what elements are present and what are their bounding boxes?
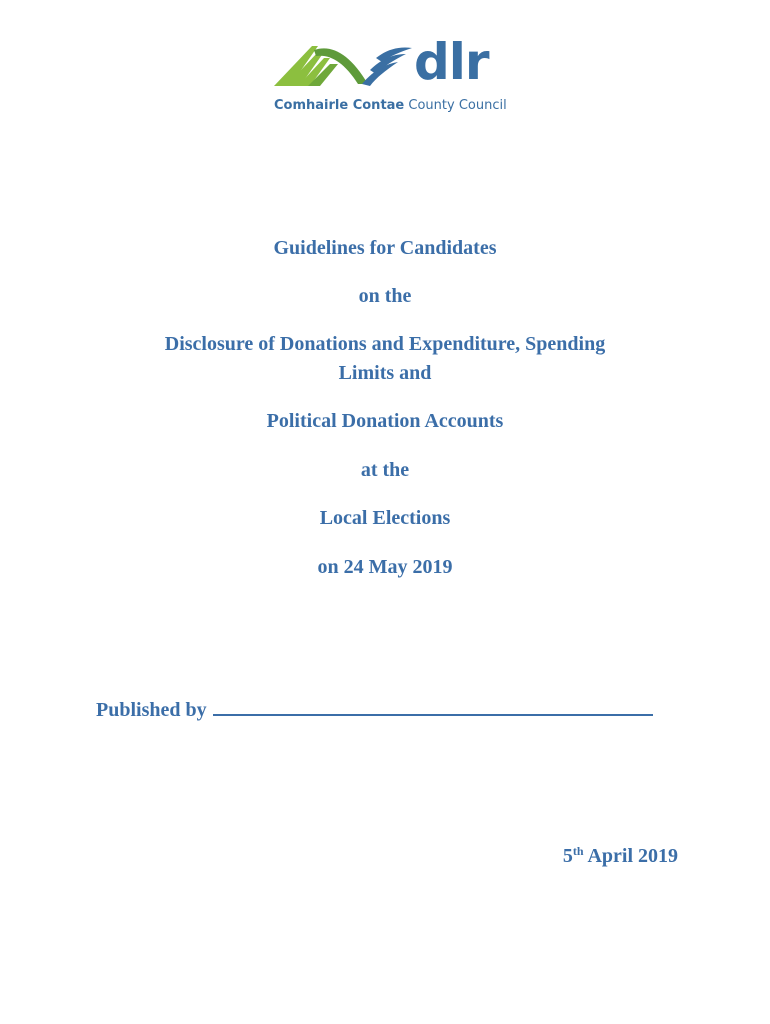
date-day: 5 <box>562 845 573 867</box>
logo-subtitle <box>274 98 507 114</box>
date-suffix: th <box>572 844 584 858</box>
title-line-4: Political Donation Accounts <box>266 410 504 432</box>
published-by-label: Published by <box>96 699 207 721</box>
title-line-5: at the <box>360 459 410 481</box>
dlr-swoosh-logo-icon <box>272 40 422 92</box>
published-by-line <box>96 698 653 722</box>
title-line-3b: Limits and <box>338 362 432 384</box>
title-line-6: Local Elections <box>319 507 451 529</box>
date-month-year: April 2019 <box>587 845 678 867</box>
publisher-blank-field <box>213 700 653 716</box>
title-line-2: on the <box>358 285 412 307</box>
title-line-7: on 24 May 2019 <box>317 556 453 578</box>
logo-wordmark: dlr <box>414 33 489 91</box>
logo-subtitle-english: County Council <box>408 98 507 113</box>
title-line-3a: Disclosure of Donations and Expenditure, Spending <box>164 333 606 355</box>
council-logo <box>272 33 507 122</box>
title-line-1: Guidelines for Candidates <box>273 237 497 259</box>
logo-subtitle-irish: Comhairle Contae <box>274 98 405 113</box>
publication-date <box>563 844 678 868</box>
